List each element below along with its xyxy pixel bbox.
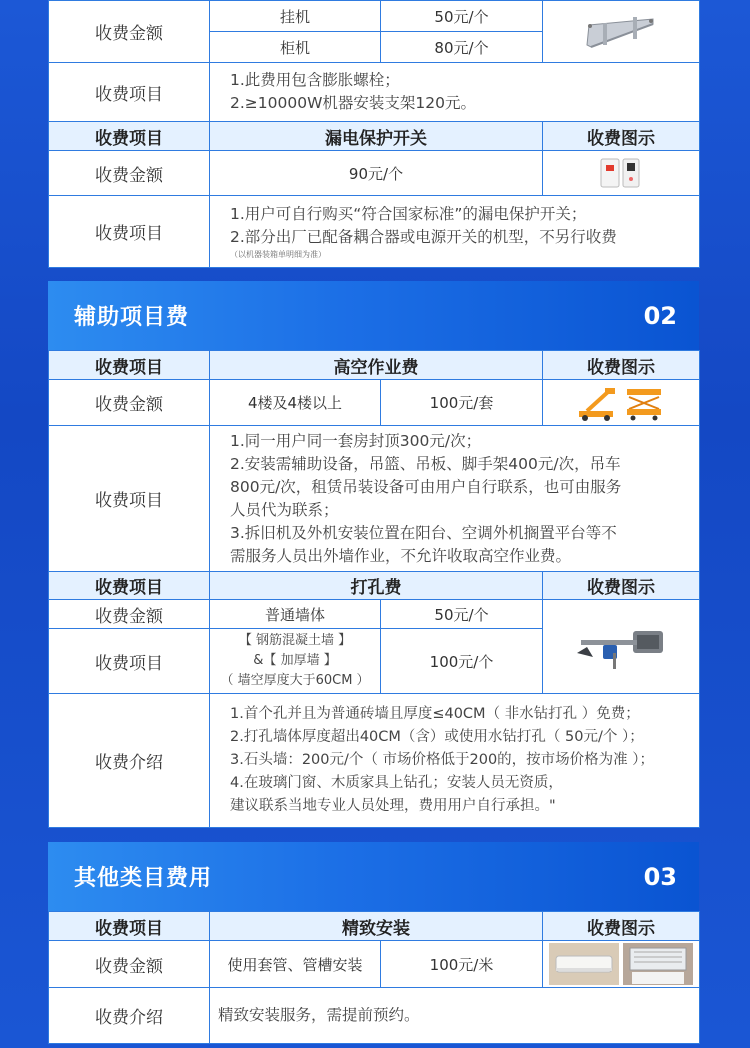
item-name: 挂机 (210, 1, 381, 32)
note-line: 需服务人员出外墙作业，不允许收取高空作业费。 (230, 546, 572, 565)
note-line: 4.在玻璃门窗、木质家具上钻孔；安装人员无资质， (230, 775, 563, 791)
row-label: 收费金额 (49, 600, 210, 629)
item-name: 柜机 (210, 32, 381, 63)
notes-cell (210, 63, 700, 122)
row-label: 收费项目 (49, 63, 210, 122)
header-col3: 收费图示 (543, 912, 700, 941)
table-row (49, 63, 700, 122)
note-line: 3.拆旧机及外机安装位置在阳台、空调外机搁置平台等不 (230, 523, 617, 542)
row-label: 收费介绍 (49, 694, 210, 828)
section-title: 其他类目费用 (74, 866, 213, 891)
row-label: 收费项目 (49, 196, 210, 268)
wall-type-line: &【 加厚墙 】 (253, 653, 337, 668)
wall-type-line: （ 墙空厚度大于60CM ） (220, 673, 370, 688)
note-small: （以机器装箱单明细为准） (230, 250, 326, 259)
notes-cell: 精致安装服务，需提前预约。 (210, 988, 700, 1044)
item-price: 100元/套 (381, 380, 543, 426)
table-row (49, 1, 700, 32)
note-line: 2.打孔墙体厚度超出40CM（含）或使用水钻打孔（ 50元/个 ）； (230, 729, 644, 745)
section2-banner (48, 281, 699, 350)
item-price: 100元/米 (381, 941, 543, 988)
item-price: 100元/个 (381, 629, 543, 694)
lift-image (543, 380, 700, 426)
table-row (49, 941, 700, 988)
table-header-row (49, 572, 700, 600)
row-label: 收费金额 (49, 1, 210, 63)
amount-value: 90元/个 (210, 151, 543, 196)
note-line: 2.部分出厂已配备耦合器或电源开关的机型，不另行收费 (230, 228, 617, 246)
table-row (49, 380, 700, 426)
table-header-row (49, 351, 700, 380)
item-price: 50元/个 (381, 600, 543, 629)
table-row (49, 151, 700, 196)
table-row (49, 694, 700, 828)
item-price: 80元/个 (381, 32, 543, 63)
section-number: 03 (643, 862, 677, 891)
table-row (49, 988, 700, 1044)
section3-banner (48, 842, 699, 911)
table-header-row (49, 912, 700, 941)
header-col2: 漏电保护开关 (210, 122, 543, 151)
header-col3: 收费图示 (543, 351, 700, 380)
row-label: 收费项目 (49, 426, 210, 572)
header-col3: 收费图示 (543, 572, 700, 600)
section3-table (48, 911, 700, 1044)
item-name: 4楼及4楼以上 (210, 380, 381, 426)
row-label: 收费金额 (49, 941, 210, 988)
section2-card (48, 281, 699, 828)
row-label: 收费金额 (49, 151, 210, 196)
header-col1: 收费项目 (49, 912, 210, 941)
wall-type-cell (210, 629, 381, 694)
item-name: 普通墙体 (210, 600, 381, 629)
section1-table (48, 0, 700, 268)
notes-cell (210, 196, 700, 268)
notes-cell (210, 694, 700, 828)
row-label: 收费金额 (49, 380, 210, 426)
header-col2: 精致安装 (210, 912, 543, 941)
header-col1: 收费项目 (49, 351, 210, 380)
header-col1: 收费项目 (49, 572, 210, 600)
row-label: 收费项目 (49, 629, 210, 694)
section2-table (48, 350, 700, 828)
note-line: 人员代为联系； (230, 500, 339, 519)
header-col1: 收费项目 (49, 122, 210, 151)
header-col2: 高空作业费 (210, 351, 543, 380)
note-line: 1.用户可自行购买“符合国家标准”的漏电保护开关； (230, 205, 587, 223)
note-line: 3.石头墙：200元/个（ 市场价格低于200的，按市场价格为准 ）； (230, 752, 655, 768)
wall-type-line: 【 钢筋混凝土墙 】 (238, 633, 352, 648)
table-row (49, 600, 700, 629)
switch-image (543, 151, 700, 196)
section1-card (48, 0, 699, 268)
note-line: 1.此费用包含膨胀螺栓； (230, 71, 400, 89)
bracket-image (543, 1, 700, 63)
header-col2: 打孔费 (210, 572, 543, 600)
table-row (49, 426, 700, 572)
item-price: 50元/个 (381, 1, 543, 32)
table-row (49, 196, 700, 268)
notes-cell (210, 426, 700, 572)
note-line: 2.≥10000W机器安装支架120元。 (230, 94, 476, 112)
header-col3: 收费图示 (543, 122, 700, 151)
note-line: 建议联系当地专业人员处理，费用用户自行承担。" (230, 798, 556, 814)
section-number: 02 (643, 301, 677, 330)
note-line: 1.同一用户同一套房封顶300元/次； (230, 431, 482, 450)
ac-image (543, 941, 700, 988)
drill-image (543, 600, 700, 694)
note-line: 800元/次，租赁吊装设备可由用户自行联系，也可由服务 (230, 477, 622, 496)
item-name: 使用套管、管槽安装 (210, 941, 381, 988)
section3-card (48, 842, 699, 1044)
row-label: 收费介绍 (49, 988, 210, 1044)
note-line: 2.安装需辅助设备，吊篮、吊板、脚手架400元/次，吊车 (230, 454, 621, 473)
section-title: 辅助项目费 (74, 305, 190, 330)
note-line: 1.首个孔并且为普通砖墙且厚度≤40CM（ 非水钻打孔 ）免费； (230, 706, 640, 722)
table-header-row (49, 122, 700, 151)
